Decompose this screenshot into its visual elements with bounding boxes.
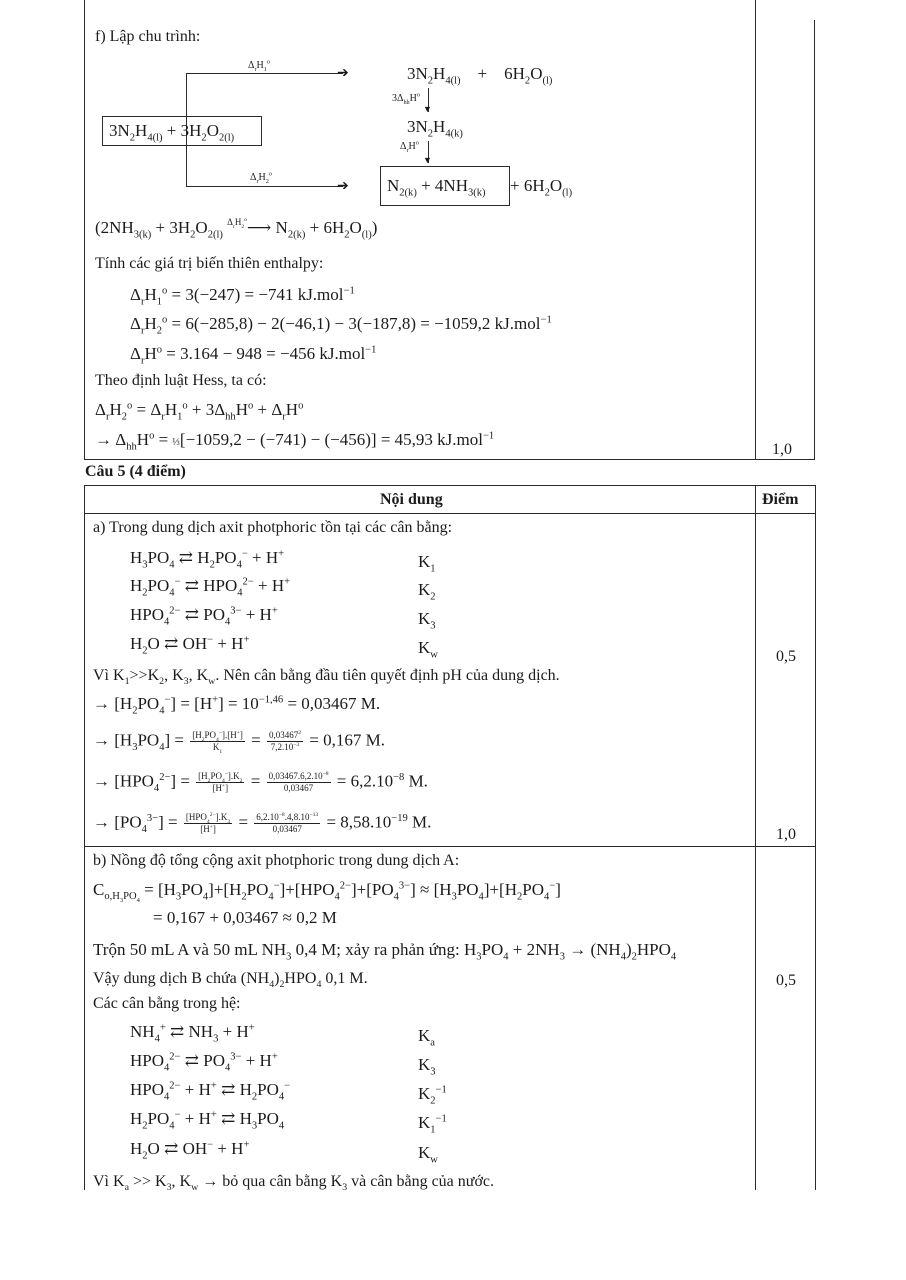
a-k-4: $K_w$ [418,638,438,661]
frame-bottom-border [84,459,815,460]
table-row-a-bottom [84,846,816,847]
frame-right-border [814,20,815,460]
cycle-middle-right-formula: $3N_2H_{4(k)}$ [407,117,463,140]
cycle-top-arrowhead: ➔ [337,66,349,81]
b-score: 0,5 [776,972,796,989]
side-reaction: ($2NH_{3(k)} + 3H_2O_{2(l)}$ $^{\Delta_rH_2^o}$⟶ $N_{2(k)} + 6H_2O_{(l)}$) [95,217,378,241]
b-total: $C_{o,H_3PO_4} = [H_3PO_4]+[H_2PO_4^-]+[HPO_4^{2-}]+[PO_4^{3-}] \approx [H_3PO_4]+[H_2PO_4^-]$ [93,880,561,905]
cycle-top-arrow-label: $\Delta_rH_1^o$ [248,58,270,73]
eq-dh2: $\Delta_rH_2^o = 6(-285,8) - 2(-46,1) - 3(-187,8) = -1059,2$ kJ.mol$^{-1}$ [130,314,552,337]
frame-mid-border [755,0,756,460]
result-eq: → $\Delta_{hh}H^o$ = ⅓[−1059,2 − (−741) − (−456)] = 45,93 kJ.mol$^{-1}$ [95,430,495,453]
a-eq-1: $H_3PO_4$ ⇄ $H_2PO_4^- + H^+$ [130,548,285,571]
b-k-4: $K_1^{-1}$ [418,1113,447,1136]
a-score-1: 0,5 [776,648,796,665]
a-score-2: 1,0 [776,826,796,843]
cau5-title: Câu 5 (4 điểm) [85,463,186,480]
a-calc-4: → $[PO_4^{3-}]$ = $\frac{[HPO_4^{2-}].K_3}{[H^+]}$ = $\frac{6,2.10^{-8}.4,8.10^{-13}}{0,03467}$ = $8,58.10^{-19}$ M. [93,812,432,835]
calc-intro: Tính các giá trị biến thiên enthalpy: [95,255,324,272]
part-f-score: 1,0 [772,441,792,458]
frame-left-border [84,0,85,460]
b-solution: Vậy dung dịch B chứa $(NH_4)_2HPO_4$ 0,1 M. [93,970,368,991]
eq-dh1: $\Delta_rH_1^o = 3(-247) = -741$ kJ.mol$^{-1}$ [130,285,355,308]
hess-intro: Theo định luật Hess, ta có: [95,372,267,389]
part-f-heading: f) Lập chu trình: [95,28,201,45]
a-calc-3: → $[HPO_4^{2-}]$ = $\frac{[H_2PO_4^-].K_2}{[H^+]}$ = $\frac{0,03467.6,2.10^{-8}}{0,03467}$ = $6,2.10^{-8}$ M. [93,771,428,794]
b-total-2: = 0,167 + 0,03467 ≈ 0,2 M [153,908,337,927]
b-k-3: $K_2^{-1}$ [418,1084,447,1107]
cycle-bottom-arrow-label: $\Delta_rH_2^o$ [250,170,272,185]
a-calc-1: → $[H_2PO_4^-] = [H^+] = 10^{-1,46} = 0,03467$ M. [93,694,381,717]
cycle-top-arrow [186,73,343,74]
table-mid [755,485,756,1190]
table-top [84,485,816,486]
table-header-bottom [84,513,816,514]
table-left [84,485,85,1190]
b-eq-5: $H_2O$ ⇄ OH− + H+ [130,1139,250,1162]
cycle-bottom-arrowhead: ➔ [337,179,349,194]
a-k-1: $K_1$ [418,552,436,575]
b-k-5: $K_w$ [418,1143,438,1166]
part-b-intro: b) Nồng độ tổng cộng axit photphoric trong dung dịch A: [93,852,460,869]
cycle-vap-label: $3\Delta_{hh}H^o$ [392,91,420,106]
cycle-dec-label: $\Delta_rH^o$ [400,139,419,154]
cycle-start-formula: $3N_2H_{4(l)} + 3H_2O_{2(l)}$ [109,121,235,144]
a-k-3: $K_3$ [418,609,436,632]
a-calc-2: → $[H_3PO_4]$ = $\frac{[H_2PO_4^-].[H^+]}{K_1}$ = $\frac{0,03467^2}{7,2.10^{-3}}$ = 0,167 M. [93,730,385,755]
cycle-end-formula: $N_{2(k)} + 4NH_{3(k)}$ [387,176,486,199]
a-eq-3: $HPO_4^{2-}$ ⇄ $PO_4^{3-} + H^+$ [130,605,278,628]
table-right [815,485,816,1190]
cycle-top-right-formula: $3N_2H_{4(l)}$ + $6H_2O_{(l)}$ [407,64,553,87]
b-eq-1: $NH_4^+$ ⇄ $NH_3 + H^+$ [130,1022,255,1045]
eq-dh: $\Delta_rH^o = 3.164 - 948 = -456$ kJ.mol$^{-1}$ [130,344,377,367]
a-k-2: $K_2$ [418,580,436,603]
b-eq-intro: Các cân bằng trong hệ: [93,995,241,1012]
cycle-bottom-arrow [186,186,343,187]
a-eq-2: $H_2PO_4^-$ ⇄ $HPO_4^{2-} + H^+$ [130,576,291,599]
b-k-1: $K_a$ [418,1026,435,1049]
b-eq-4: $H_2PO_4^- + H^+$ ⇄ $H_3PO_4$ [130,1109,285,1132]
b-k-2: $K_3$ [418,1055,436,1078]
part-a-intro: a) Trong dung dịch axit photphoric tồn tại các cân bằng: [93,519,453,536]
b-mix: Trộn 50 mL A và 50 mL $NH_3$ 0,4 M; xảy ra phản ứng: $H_3PO_4 + 2NH_3 \to (NH_4)_2HPO_4$ [93,940,677,963]
a-reasoning: Vì $K_1>>K_2$, $K_3$, $K_w$. Nên cân bằng đầu tiên quyết định pH của dung dịch. [93,667,560,688]
cycle-vap-arrowhead: ▼ [423,104,432,114]
cycle-dec-arrowhead: ▼ [423,155,432,165]
a-eq-4: $H_2O$ ⇄ OH− + H+ [130,634,250,657]
col-content-header: Nội dung [380,491,443,508]
b-eq-2: $HPO_4^{2-}$ ⇄ $PO_4^{3-} + H^+$ [130,1051,278,1074]
b-eq-3: $HPO_4^{2-} + H^+$ ⇄ $H_2PO_4^-$ [130,1080,291,1103]
cycle-end-tail: + $6H_2O_{(l)}$ [510,176,573,199]
col-score-header: Điểm [762,491,799,508]
b-last-line: Vì $K_a >> K_3$, $K_w$ → bỏ qua cân bằng $K_3$ và cân bằng của nước. [93,1173,495,1194]
hess-eq: $\Delta_rH_2^o = \Delta_rH_1^o + 3\Delta_{hh}H^o + \Delta_rH^o$ [95,400,304,423]
